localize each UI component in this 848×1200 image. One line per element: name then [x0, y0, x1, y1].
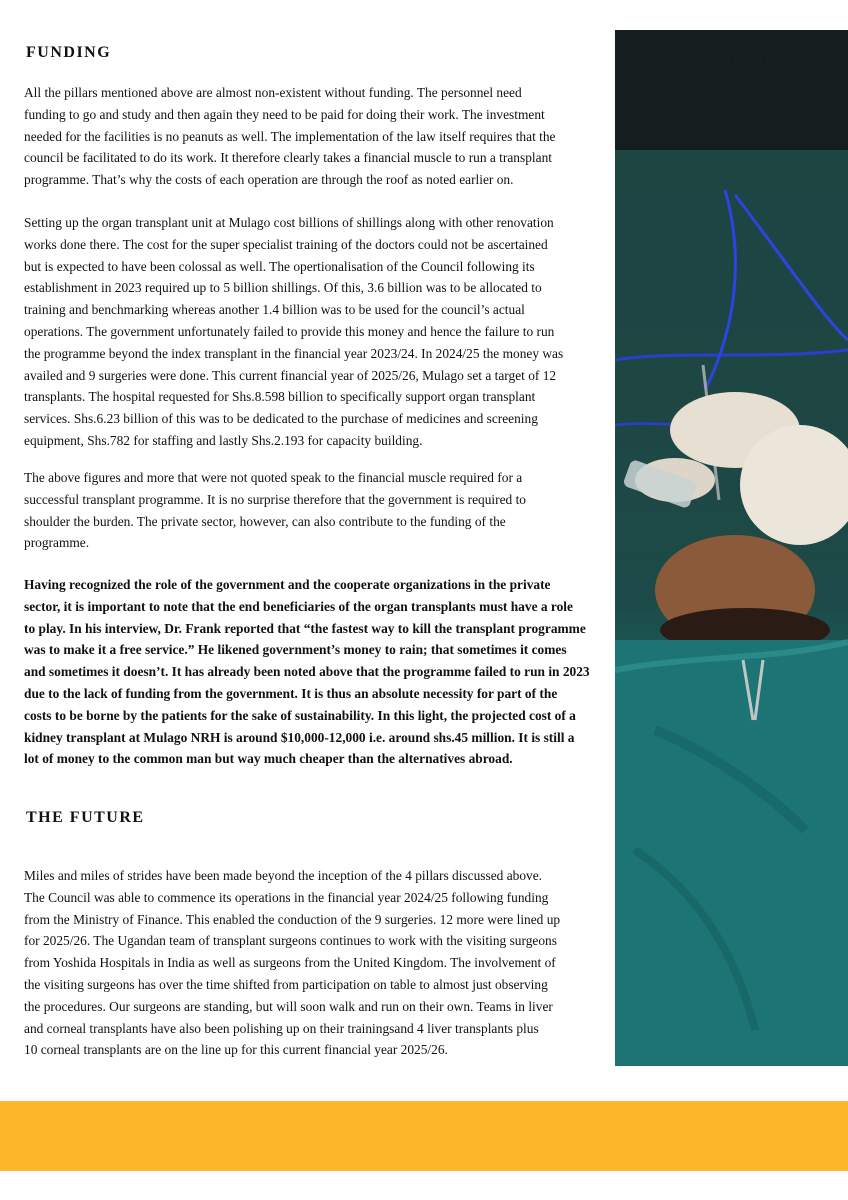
- volume-label: VOLUME 12: [712, 56, 801, 68]
- surgery-illustration: [615, 30, 848, 1066]
- surgery-photo: [615, 30, 848, 1066]
- funding-paragraph-2: Setting up the organ transplant unit at Mulago cost billions of shillings along with other renovation works done there. The cost for the super specialist training of the doctors could not be ascertained but is expected to have been colossal as well. The opertionalisation of the Council following its establishment in 2023 required up to 5 billion shillings. Of this, 3.6 billion was to be allocated to training and benchmarking whereas another 1.4 billion was to be used for the council’s actual operations. The government unfortunately failed to provide this money and hence the failure to run the programme beyond the index transplant in the financial year 2023/24. In 2024/25 the money was availed and 9 surgeries were done. This current financial year of 2025/26, Mulago set a target of 12 transplants. The hospital requested for Shs.8.598 billion to specifically support organ transplant services. Shs.6.23 billion of this was to be dedicated to the purchase of medicines and screening equipment, Shs.782 for staffing and lastly Shs.2.193 for capacity building.: [24, 215, 564, 448]
- funding-heading: FUNDING: [26, 44, 112, 61]
- funding-paragraph-4: Having recognized the role of the government and the cooperate organizations in the private sector, it is important to note that the end beneficiaries of the organ transplants must have a role to play. In his interview, Dr. Frank reported that “the fastest way to kill the transplant programme was to make it a free service.” He likened government’s money to rain; that sometimes it comes and sometimes it doesn’t. It has already been noted above that the programme failed to run in 2023 due to the lack of funding from the government. It is thus an absolute necessity for part of the costs to be borne by the patients for the sake of sustainability. In this light, the projected cost of a kidney transplant at Mulago NRH is around $10,000-12,000 i.e. around shs.45 million. It is still a lot of money to the common man but way much cheaper than the alternatives abroad.: [24, 577, 590, 767]
- future-heading: THE FUTURE: [26, 809, 145, 826]
- funding-paragraph-3: The above figures and more that were not quoted speak to the financial muscle required for a successful transplant programme. It is no surprise therefore that the government is required to shoulder the burden. The private sector, however, can also contribute to the funding of the programme.: [24, 470, 526, 551]
- funding-paragraph-1: All the pillars mentioned above are almost non-existent without funding. The personnel need funding to go and study and then again they need to be paid for doing their work. The investment needed for the facilities is no peanuts as well. The implementation of the law itself requires that the council be facilitated to do its work. It therefore clearly takes a financial muscle to run a transplant programme. That’s why the costs of each operation are through the roof as noted earlier on.: [24, 85, 556, 188]
- footer-band: [0, 1101, 848, 1171]
- future-paragraph-1: Miles and miles of strides have been made beyond the inception of the 4 pillars discussed above. The Council was able to commence its operations in the financial year 2024/25 following funding from the Ministry of Finance. This enabled the conduction of the 9 surgeries. 12 more were lined up for 2025/26. The Ugandan team of transplant surgeons continues to work with the visiting surgeons from Yoshida Hospitals in India as well as surgeons from the United Kingdom. The involvement of the visiting surgeons has over the time shifted from participation on table to almost just observing the procedures. Our surgeons are standing, but will soon walk and run on their own. Teams in liver and corneal transplants have also been polishing up on their trainingsand 4 liver transplants plus 10 corneal transplants are on the line up for this current financial year 2025/26.: [24, 868, 561, 1058]
